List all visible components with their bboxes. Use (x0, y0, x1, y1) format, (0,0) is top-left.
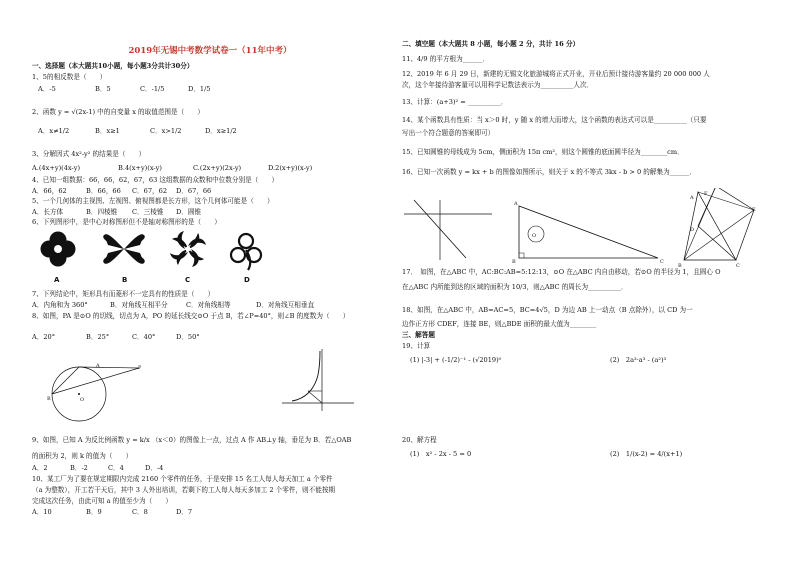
q6-figure-d (231, 234, 261, 270)
q17-figure (514, 198, 664, 264)
q2-option-a: A．x≠1/2 (38, 127, 70, 135)
q17-label-b: B (512, 259, 516, 265)
q9-option-d: D．-4 (145, 464, 164, 472)
q17-label-a: A (514, 201, 518, 207)
question-2: 2、函数 y = √(2x-1) 中的自变量 x 的取值范围是（ ） (32, 108, 204, 116)
q4-option-a: A．66，62 (32, 187, 67, 195)
q18-label-f: F (704, 191, 708, 197)
q10-option-c: C．8 (132, 508, 148, 516)
question-11: 11、4/9 的平方根为______． (402, 55, 490, 63)
question-12-line-1: 12、2019 年 6 月 29 日，新建的无锡文化旅游城将正式开业，开业后预计接待游客量约 20 000 000 人 (402, 70, 710, 78)
q8-option-a: A．20° (32, 333, 56, 341)
question-20: 20、解方程 (402, 436, 437, 444)
q8-label-a: A (96, 363, 100, 369)
q4-option-b: B．66，66 (86, 187, 121, 195)
question-12-line-2: 次，这个年接待游客量可以用科学记数法表示为__________人次． (402, 81, 594, 89)
question-7: 7、下列结论中，矩形具有而菱形不一定具有的性质是（ ） (32, 290, 215, 298)
q20-part-1: (1) x² - 2x - 5 = 0 (410, 450, 472, 458)
q1-option-c: C．-1/5 (140, 85, 165, 93)
question-17-line-1: 17． 如图，在△ABC 中，AC:BC:AB=5:12:13，⊙O 在△ABC 内自由移动，若⊙O 的半径为 1，且圆心 O (402, 268, 721, 276)
q16-figure (400, 196, 496, 262)
question-18-line-1: 18、如图，在△ABC 中，AB=AC=5，BC=4√5，D 为边 AB 上一动点（B 点除外），以 CD 为一 (402, 306, 693, 314)
q6-label-c: C (185, 276, 191, 284)
question-16: 16、已知一次函数 y = kx + b 的图像如图所示，则关于 x 的不等式 3kx - b > 0 的解集为______． (402, 168, 697, 176)
q7-option-b: B．对角线互相平分 (110, 301, 168, 309)
q8-option-d: D．50° (176, 333, 200, 341)
q7-option-a: A．内角和为 360° (32, 301, 88, 309)
q8-label-o: O (80, 397, 85, 403)
question-19: 19、计算 (402, 342, 431, 350)
q2-option-c: C．x>1/2 (150, 127, 182, 135)
q9-option-b: B．-2 (70, 464, 88, 472)
q5-option-a: A．长方体 (32, 208, 64, 216)
q18-label-e: E (752, 207, 756, 213)
q6-figures (36, 228, 276, 276)
question-17-line-2: 在△ABC 内所能到达的区域的面积为 10/3，则△ABC 的周长为__________． (402, 283, 628, 291)
q10-option-d: D．7 (176, 508, 193, 516)
q1-option-d: D．1/5 (188, 85, 211, 93)
q18-label-d: D (690, 227, 695, 233)
q8-label-b: B (47, 396, 51, 402)
q3-option-d: D.2(x+y)(x-y) (268, 164, 313, 172)
q17-label-o: O (532, 233, 537, 239)
q3-option-b: B.4(x+y)(x-y) (118, 164, 162, 172)
q19-part-2: (2) 2a³·a³ - (a²)³ (610, 356, 667, 364)
question-8: 8、如图，PA 是⊙O 的切线，切点为 A，PO 的延长线交⊙O 于点 B，若∠P=40°，则∠B 的度数为（ ） (32, 312, 350, 320)
q5-option-c: C．三棱锥 (132, 208, 164, 216)
question-3: 3、分解因式 4x²-y² 的结果是（ ） (32, 150, 146, 158)
question-9-line-2: 的面积为 2，则 k 的值为（ ） (32, 452, 133, 460)
question-10-line-1: 10、某工厂为了要在规定期限内完成 2160 个零件的任务，于是安排 15 名工人每人每天加工 a 个零件 (32, 475, 333, 483)
q8-option-c: C．40° (132, 333, 156, 341)
q2-option-b: B．x≥1 (95, 127, 120, 135)
q5-option-d: D．圆锥 (176, 208, 202, 216)
q6-figure-c (170, 231, 206, 267)
q6-label-d: D (244, 276, 250, 284)
q10-option-a: A．10 (32, 508, 52, 516)
question-14-line-1: 14、某个函数具有性质：当 x＞0 时，y 随 x 的增大而增大，这个函数的表达式可以是__________（只要 (402, 116, 707, 124)
question-6: 6、下列图形中，是中心对称图形但不是轴对称图形的是（ ） (32, 218, 221, 226)
q19-part-1: (1) |-3| + (-1/2)⁻¹ - (√2019)⁰ (410, 356, 502, 364)
question-10-line-3: 完成这次任务，由此可知 a 的值至少为（ ） (32, 497, 172, 505)
q1-option-a: A．-5 (38, 85, 56, 93)
q9-option-a: A．2 (32, 464, 48, 472)
q3-option-c: C.(2x+y)(2x-y) (193, 164, 242, 172)
q18-label-c: C (736, 263, 740, 269)
question-14-line-2: 写出一个符合题意的答案即可） (402, 129, 495, 137)
q6-label-a: A (54, 276, 60, 284)
q20-part-2: (2) 1/(x-2) = 4/(x+1) (610, 450, 683, 458)
question-10-line-2: （a 为整数），开工若干天后，其中 3 人外出培训，若剩下的工人每人每天多加工 2 个零件，则不能按期 (32, 486, 336, 494)
q8-label-p: P (138, 365, 142, 371)
question-5: 5、一个几何体的主视图、左视图、俯视图都是长方形，这个几何体可能是（ ） (32, 197, 274, 205)
question-4: 4、已知一组数据：66，66，62，67，63 这组数据的众数和中位数分别是（ ） (32, 176, 279, 184)
question-9-line-1: 9、如图，已知 A 为反比例函数 y = k/x （x＜0）的图像上一点，过点 A 作 AB⊥y 轴，垂足为 B．若△OAB (32, 436, 352, 444)
q9-figure (278, 345, 358, 415)
q1-option-b: B．5 (95, 85, 111, 93)
q9-option-c: C．4 (108, 464, 124, 472)
q6-label-b: B (122, 276, 128, 284)
q7-option-d: D．对角线互相垂直 (256, 301, 315, 309)
q7-option-c: C．对角线相等 (186, 301, 231, 309)
question-1: 1、5的相反数是（ ） (32, 73, 107, 81)
q6-figure-a (41, 232, 76, 267)
section-1-heading: 一、选择题（本大题共10小题，每小题3分共计30分） (32, 62, 194, 70)
q6-figure-b (103, 234, 145, 264)
question-15: 15、已知圆锥的母线成为 5cm，侧面积为 15π cm²，则这个圆锥的底面圆半径为________cm． (402, 148, 684, 156)
q10-option-b: B．9 (86, 508, 102, 516)
question-18-line-2: 边作正方形 CDEF，连接 BE，则△BDE 面积的最大值为________ (402, 320, 597, 328)
question-13: 13、计算：(a+3)² = __________． (402, 98, 508, 106)
q18-label-b: B (678, 263, 682, 269)
q17-label-c: C (660, 259, 664, 265)
section-3-heading: 三、解答题 (402, 331, 435, 339)
q2-option-d: D．x≥1/2 (205, 127, 237, 135)
q4-option-c: C．67，62 (132, 187, 168, 195)
q18-label-a: A (690, 195, 694, 201)
section-2-heading: 二、填空题（本大题共 8 小题，每小题 2 分，共计 16 分） (402, 40, 580, 48)
exam-title: 2019年无锡中考数学试卷一（11年中考） (128, 46, 292, 56)
q4-option-d: D．67，66 (176, 187, 212, 195)
q5-option-b: B．四棱锥 (86, 208, 118, 216)
q3-option-a: A.(4x+y)(4x-y) (32, 164, 81, 172)
q8-option-b: B．25° (86, 333, 110, 341)
